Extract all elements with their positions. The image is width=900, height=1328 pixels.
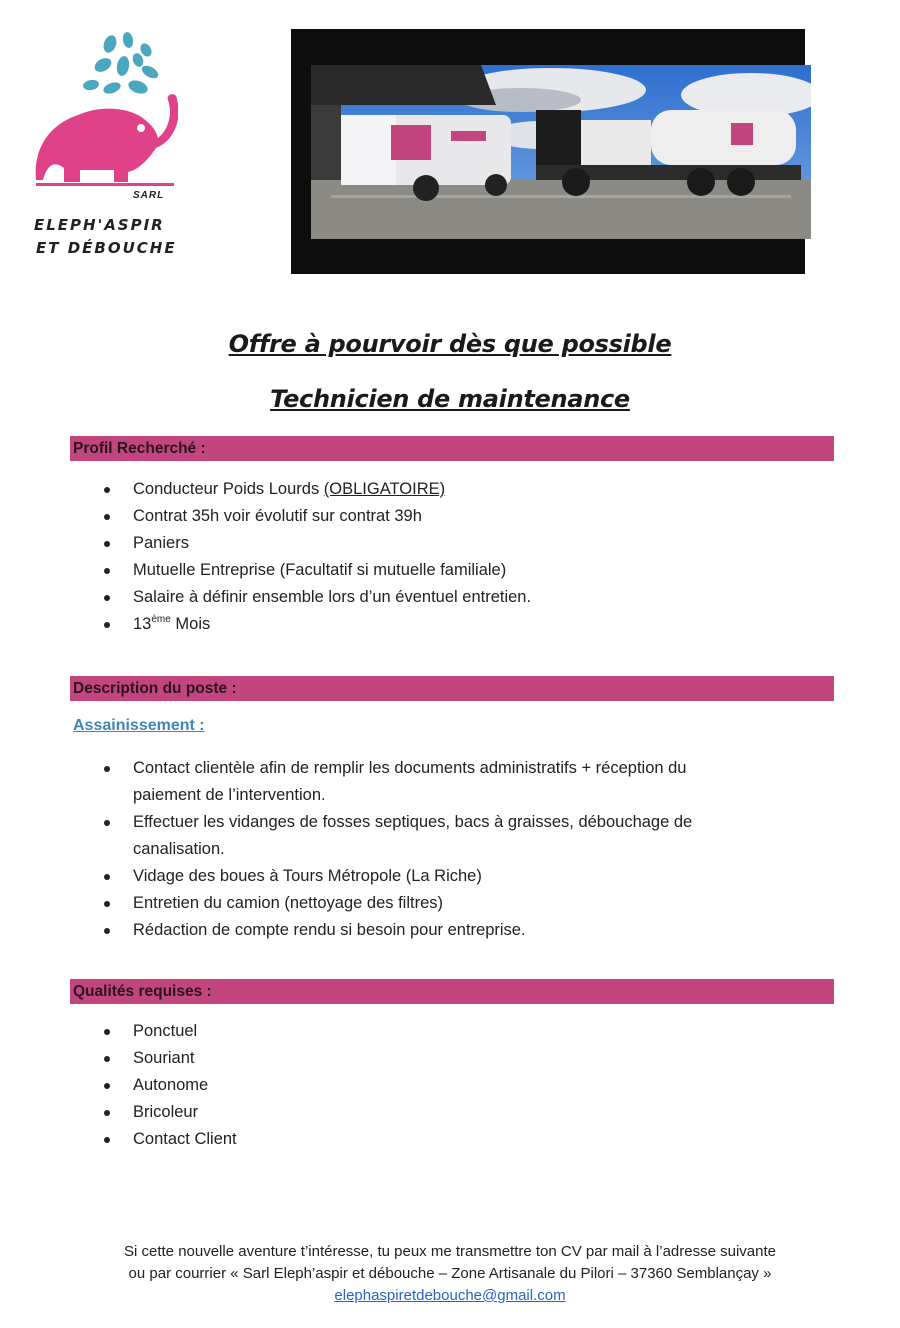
list-item	[0, 584, 833, 611]
list-item-text: Effectuer les vidanges de fosses septiques, bacs à graisses, débouchage de	[133, 813, 693, 831]
list-item	[0, 1099, 833, 1126]
list-item-text: Bricoleur	[133, 1103, 199, 1121]
list-item-text: Autonome	[133, 1076, 209, 1094]
list-item	[0, 1045, 833, 1072]
section-heading-qualites: Qualités requises :	[70, 979, 834, 1004]
elephant-icon	[36, 94, 178, 182]
vehicles-photo	[291, 29, 805, 274]
bullet-icon	[104, 1137, 110, 1143]
list-item	[0, 809, 833, 863]
logo-name-line2: ET DÉBOUCHE	[36, 239, 177, 257]
bullet-icon	[104, 1056, 110, 1062]
company-vehicles-photo-icon	[311, 65, 811, 239]
bullet-icon	[104, 514, 110, 520]
list-item	[0, 890, 833, 917]
list-item	[0, 611, 833, 638]
company-logo	[28, 30, 178, 265]
logo-name-line1: ELEPH'ASPIR	[34, 216, 165, 234]
bullet-icon	[104, 541, 110, 547]
bullet-icon	[104, 487, 110, 493]
bullet-icon	[104, 568, 110, 574]
list-item-text: Vidage des boues à Tours Métropole (La Riche)	[133, 867, 482, 885]
bullet-icon	[104, 1083, 110, 1089]
list-item	[0, 863, 833, 890]
footer-line2: ou par courrier « Sarl Eleph’aspir et débouche – Zone Artisanale du Pilori – 37360 Semblançay »	[128, 1265, 772, 1282]
list-item-text: 13	[133, 615, 152, 633]
list-item	[0, 755, 833, 809]
list-item-text: Souriant	[133, 1049, 195, 1067]
list-item	[0, 557, 833, 584]
list-item	[0, 917, 833, 944]
list-item-text: Ponctuel	[133, 1022, 198, 1040]
list-item-text: Salaire à définir ensemble lors d’un éventuel entretien.	[133, 588, 532, 606]
bullet-icon	[104, 766, 110, 772]
ordinal-suffix: ème	[151, 614, 171, 625]
list-item-text: paiement de l’intervention.	[133, 786, 326, 804]
job-title: Technicien de maintenance	[270, 385, 630, 413]
bullet-icon	[104, 901, 110, 907]
water-drops-icon	[82, 31, 160, 96]
section-heading-profil: Profil Recherché :	[70, 436, 834, 461]
bullet-icon	[104, 1029, 110, 1035]
list-item	[0, 503, 833, 530]
list-item-text: Rédaction de compte rendu si besoin pour entreprise.	[133, 921, 526, 939]
list-item-text: Mois	[170, 615, 211, 633]
list-item	[0, 1126, 833, 1153]
bullet-icon	[104, 622, 110, 628]
list-item-text: Contrat 35h voir évolutif sur contrat 39h	[133, 507, 422, 525]
mandatory-note: (OBLIGATOIRE)	[323, 480, 446, 498]
list-item-text: Entretien du camion (nettoyage des filtres)	[133, 894, 443, 912]
qualites-list	[0, 1018, 833, 1153]
list-item-text: canalisation.	[133, 840, 225, 858]
section-heading-description: Description du poste :	[70, 676, 834, 701]
offer-title: Offre à pourvoir dès que possible	[228, 330, 672, 358]
bullet-icon	[104, 1110, 110, 1116]
list-item-text: Contact clientèle afin de remplir les documents administratifs + réception du	[133, 759, 687, 777]
profil-list	[0, 476, 833, 638]
elephant-logo-icon	[28, 30, 178, 210]
bullet-icon	[104, 874, 110, 880]
bullet-icon	[104, 928, 110, 934]
logo-sarl: SARL	[133, 190, 165, 201]
list-item	[0, 530, 833, 557]
subheading-assainissement: Assainissement :	[73, 717, 205, 734]
footer-line1: Si cette nouvelle aventure t’intéresse, tu peux me transmettre ton CV par mail à l’adresse suivante	[124, 1243, 776, 1260]
list-item-text: Mutuelle Entreprise (Facultatif si mutuelle familiale)	[133, 561, 507, 579]
list-item-text: Conducteur Poids Lourds	[133, 480, 324, 498]
list-item	[0, 1072, 833, 1099]
bullet-icon	[104, 595, 110, 601]
description-list	[0, 755, 833, 944]
list-item	[0, 1018, 833, 1045]
list-item-text: Paniers	[133, 534, 189, 552]
list-item	[0, 476, 833, 503]
bullet-icon	[104, 820, 110, 826]
email-link[interactable]: elephaspiretdebouche@gmail.com	[334, 1287, 566, 1304]
list-item-text: Contact Client	[133, 1130, 237, 1148]
contact-footer	[0, 1241, 900, 1307]
